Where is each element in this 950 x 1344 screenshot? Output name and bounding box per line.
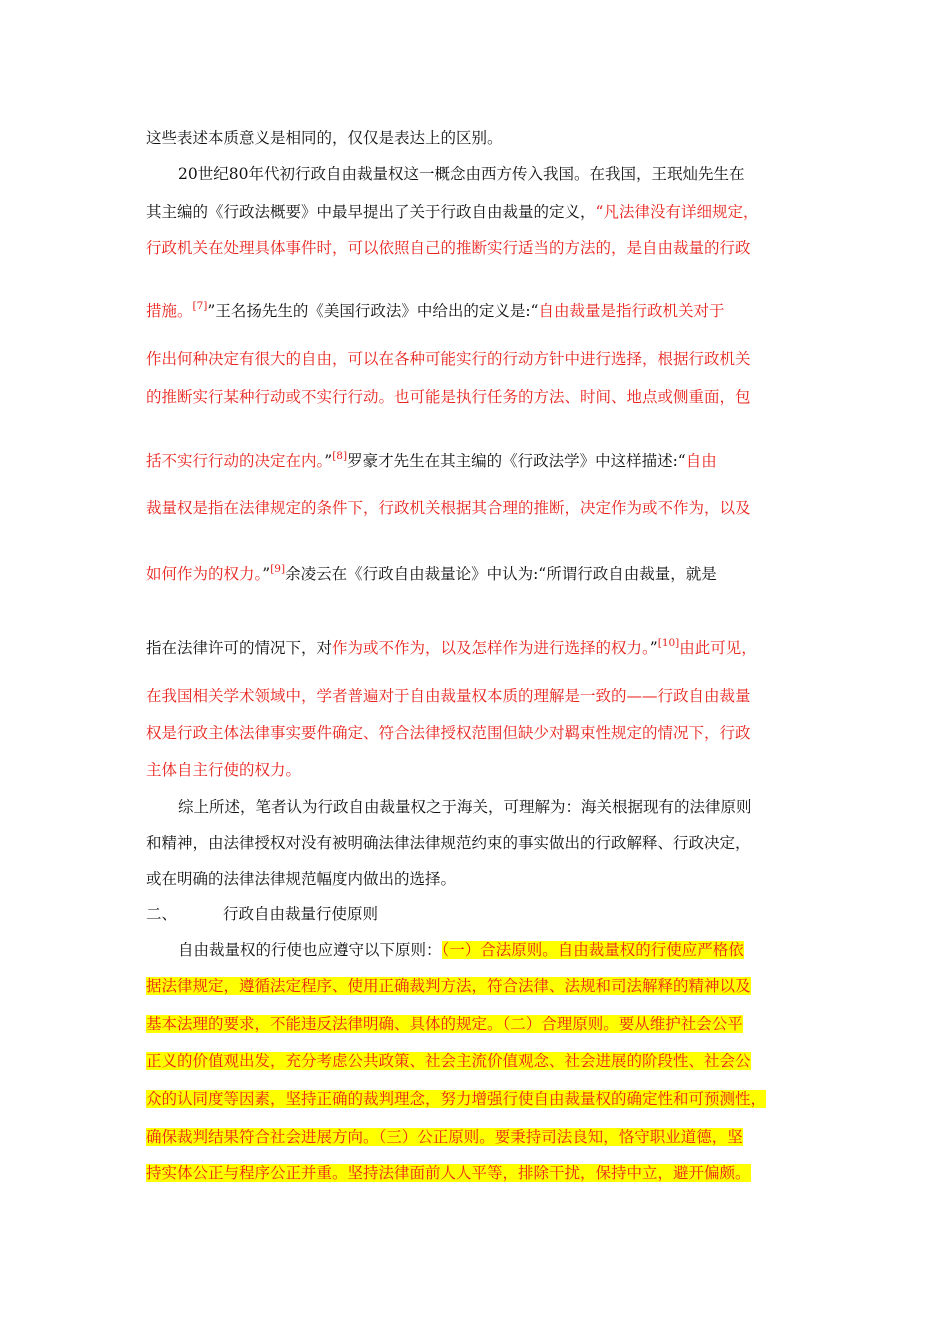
text-run: ”	[324, 452, 333, 470]
paragraph-line	[178, 796, 752, 818]
highlighted-text: 持实体公正与程序公正并重。坚持法律面前人人平等，排除干扰，保持中立，避开偏颇。	[146, 1164, 751, 1182]
text-run: 其主编的《行政法概要》中最早提出了关于行政自由裁量的定义，	[146, 203, 596, 221]
paragraph-line	[146, 386, 751, 408]
paragraph-line	[146, 1088, 766, 1110]
paragraph-line	[146, 722, 751, 744]
paragraph-line	[146, 563, 717, 585]
text-run: 由此可见，	[679, 639, 757, 657]
citation-marker: [7]	[192, 300, 208, 312]
quoted-definition: 作为或不作为，以及怎样作为进行选择的权力。	[332, 639, 650, 657]
paragraph-line	[146, 348, 751, 370]
text-run: ”	[649, 639, 658, 657]
paragraph-line	[146, 868, 456, 890]
paragraph-line	[146, 201, 758, 223]
paragraph-line	[146, 1126, 743, 1148]
quoted-definition: “凡法律没有详细规定，	[595, 203, 759, 221]
highlighted-text: 据法律规定，遵循法定程序、使用正确裁判方法，符合法律、法规和司法解释的精神以及	[146, 977, 751, 995]
text-run: 和精神，由法律授权对没有被明确法律法律规范约束的事实做出的行政解释、行政决定，	[146, 834, 751, 852]
highlighted-text: 正义的价值观出发，充分考虑公共政策、社会主流价值观念、社会进展的阶段性、社会公	[146, 1052, 751, 1070]
text-run: ”	[262, 565, 271, 583]
text-run: 主体自主行使的权力。	[146, 761, 302, 779]
quoted-definition: 的推断实行某种行动或不实行行动。也可能是执行任务的方法、时间、地点或侧重面，包	[146, 388, 751, 406]
paragraph-line	[146, 127, 503, 149]
text-run: 综上所述，笔者认为行政自由裁量权之于海关，可理解为：海关根据现有的法律原则	[178, 798, 752, 816]
quoted-definition: 裁量权是指在法律规定的条件下，行政机关根据其合理的推断，决定作为或不作为，以及	[146, 499, 751, 517]
text-run: 余凌云在《行政自由裁量论》中认为:“所谓行政自由裁量，就是	[285, 565, 717, 583]
text-run: 指在法律许可的情况下，对	[146, 639, 333, 657]
paragraph-line	[146, 637, 757, 659]
text-run: 或在明确的法律法律规范幅度内做出的选择。	[146, 870, 457, 888]
quoted-definition: 自由	[685, 452, 717, 470]
section-number: 二、	[146, 905, 178, 923]
paragraph-line	[146, 300, 724, 322]
text-run: 罗豪才先生在其主编的《行政法学》中这样描述:“	[347, 452, 686, 470]
quoted-definition: 如何作为的权力。	[146, 565, 263, 583]
citation-marker: [8]	[332, 450, 348, 462]
citation-marker: [10]	[657, 637, 680, 649]
text-run: ”王名扬先生的《美国行政法》中给出的定义是:“	[207, 302, 539, 320]
highlighted-text: 众的认同度等因素，坚持正确的裁判理念，努力增强行使自由裁量权的确定性和可预测性，	[146, 1090, 767, 1108]
highlighted-text: 基本法理的要求，不能违反法律明确、具体的规定。（二）合理原则。要从维护社会公平	[146, 1015, 743, 1033]
highlighted-text: 确保裁判结果符合社会进展方向。（三）公正原则。要秉持司法良知，恪守职业道德，坚	[146, 1128, 743, 1146]
paragraph-line	[146, 1050, 751, 1072]
paragraph-line	[146, 497, 751, 519]
paragraph-line	[146, 237, 751, 259]
quoted-definition: 作出何种决定有很大的自由，可以在各种可能实行的行动方针中进行选择，根据行政机关	[146, 350, 751, 368]
quoted-definition: 措施。	[146, 302, 193, 320]
quoted-definition: 括不实行行动的决定在内。	[146, 452, 325, 470]
quoted-definition: 行政机关在处理具体事件时，可以依照自己的推断实行适当的方法的，是自由裁量的行政	[146, 239, 751, 257]
paragraph-line	[146, 1162, 751, 1184]
paragraph-line	[146, 450, 717, 472]
highlighted-text: （一）合法原则。自由裁量权的行使应严格依	[441, 941, 744, 959]
paragraph-line	[146, 832, 751, 854]
paragraph-line	[146, 1013, 743, 1035]
text-run: 20世纪80年代初行政自由裁量权这一概念由西方传入我国。在我国，王珉灿先生在	[178, 165, 745, 183]
paragraph-line	[146, 975, 751, 997]
quoted-definition: 自由裁量是指行政机关对于	[538, 302, 725, 320]
text-run: 在我国相关学术领域中，学者普遍对于自由裁量权本质的理解是一致的——行政自由裁量	[146, 687, 751, 705]
citation-marker: [9]	[270, 563, 286, 575]
paragraph-line	[146, 759, 301, 781]
paragraph-line	[178, 163, 744, 185]
paragraph-line	[178, 939, 744, 961]
paragraph-line	[146, 685, 751, 707]
section-title: 行政自由裁量行使原则	[223, 905, 379, 923]
text-run: 自由裁量权的行使也应遵守以下原则：	[178, 941, 442, 959]
text-run: 这些表述本质意义是相同的，仅仅是表达上的区别。	[146, 129, 503, 147]
text-run: 权是行政主体法律事实要件确定、符合法律授权范围但缺少对羁束性规定的情况下，行政	[146, 724, 751, 742]
section-heading	[146, 903, 378, 925]
